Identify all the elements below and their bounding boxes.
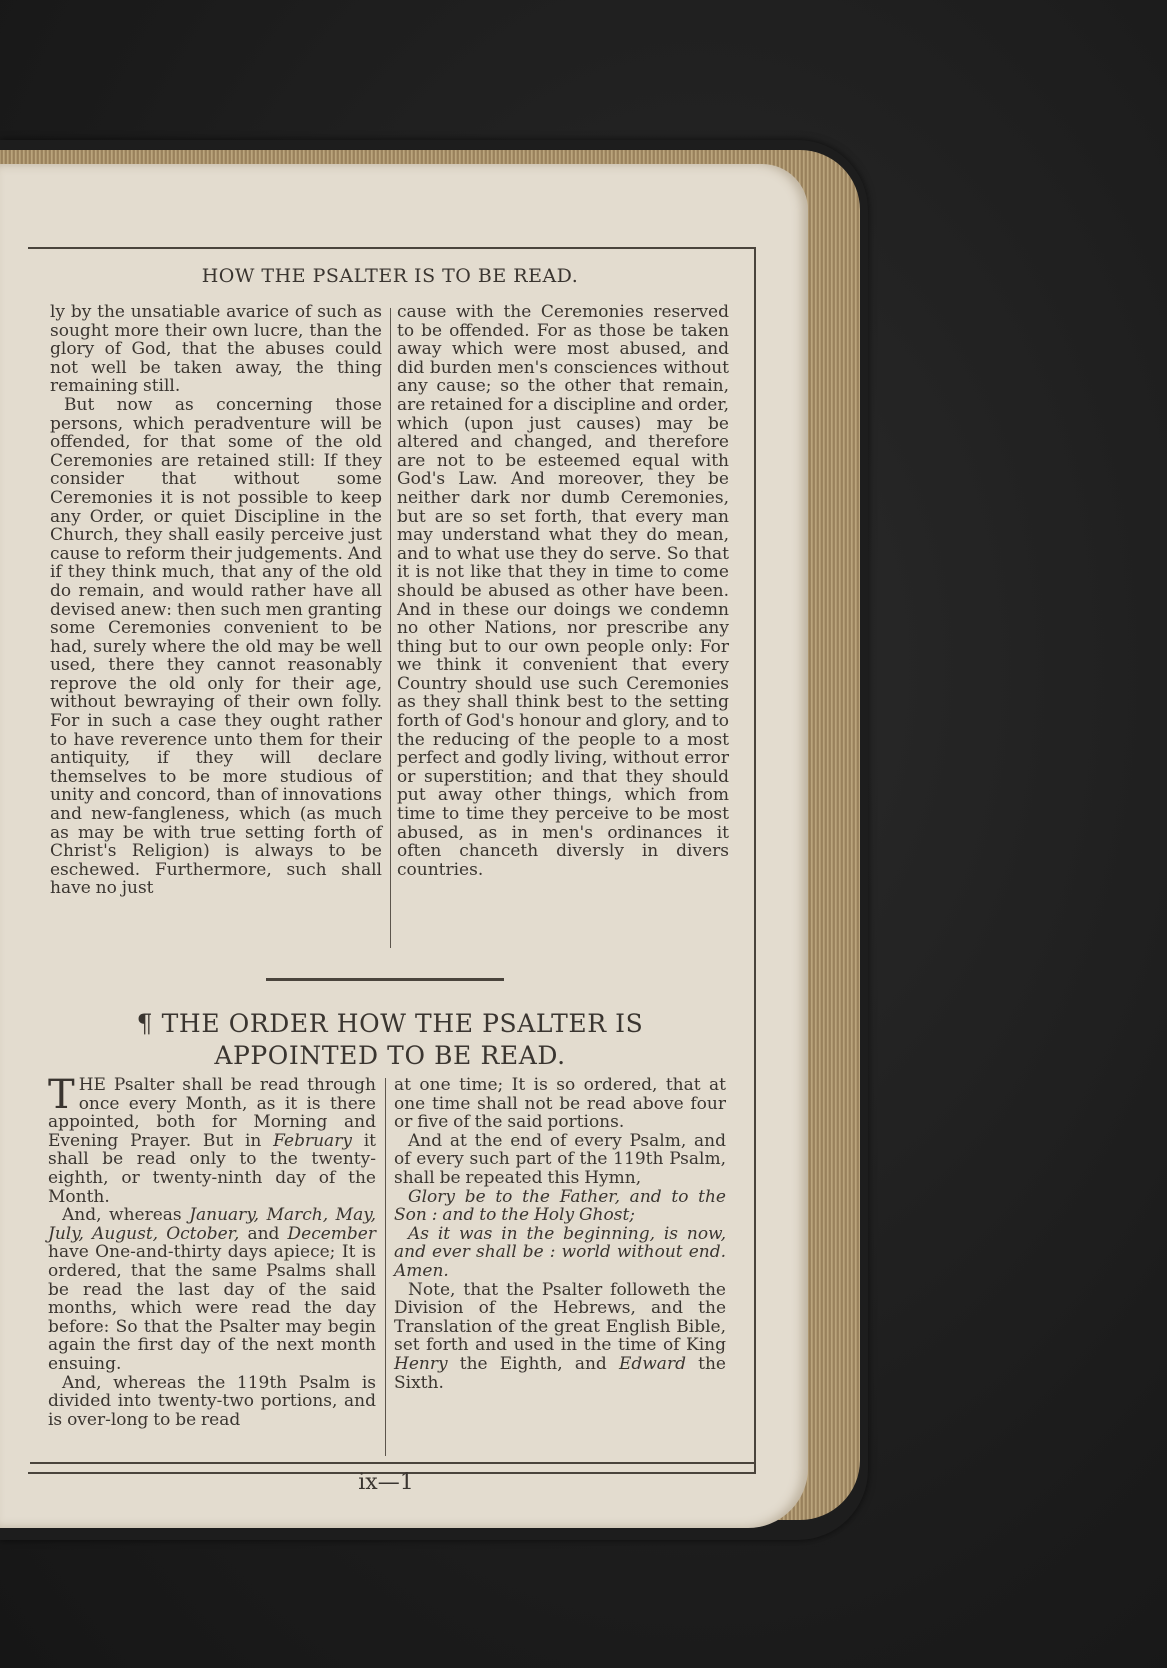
- section2-left-column: [48, 1072, 376, 1430]
- italic-run: Henry: [394, 1353, 448, 1374]
- text-run: and: [239, 1223, 288, 1244]
- paragraph: ly by the unsatiable avarice of such as sought more their own lucre, than the glory of God, that the abuses could not well be taken away, the thing remaining still.: [50, 302, 382, 397]
- italic-run: February: [273, 1130, 352, 1151]
- paragraph: [48, 1206, 376, 1373]
- gloria-line: [394, 1225, 726, 1281]
- paragraph: at one time; It is so ordered, that at one time shall not be read above four or five of the said portions.: [394, 1075, 726, 1133]
- drop-cap: T: [48, 1072, 75, 1118]
- section2-right-column: [394, 1076, 726, 1392]
- paragraph: And at the end of every Psalm, and of every such part of the 119th Psalm, shall be repeated this Hymn,: [394, 1130, 726, 1188]
- section-title: [40, 1008, 740, 1072]
- section1-left-column: [50, 303, 382, 898]
- text-run: it shall be read only to the twenty-eighth, or twenty-ninth day of the Month.: [48, 1130, 376, 1207]
- bottom-rule: [30, 1462, 754, 1464]
- column-divider: [390, 308, 391, 948]
- text-run: the Eighth, and: [447, 1353, 619, 1374]
- paragraph: cause with the Ceremonies reserved to be offended. For as those be taken away which were most abused, and did burden men's consciences without any cause; so the other that remain, are retained for a discipline and order, which (upon just causes) may be altered and changed, and therefore are not to be esteemed equal with God's Law. And moreover, they be neither dark nor dumb Ceremonies, but are so set forth, that every man may understand what they do mean, and to what use they do serve. So that it is not like that they in time to come should be abused as other have been. And in these our doings we condemn no other Nations, nor prescribe any thing but to our own people only: For we think it convenient that every Country should use such Ceremonies as they shall think best to the setting forth of God's honour and glory, and to the reducing of the people to a most perfect and godly living, without error or superstition; and that they should put away other things, which from time to time they perceive to be most abused, as in men's ordinances it often chanceth diversly in divers countries.: [397, 302, 729, 880]
- paragraph: And, whereas the 119th Psalm is divided into twenty-two portions, and is over-long to be read: [48, 1372, 376, 1430]
- section-separator: [266, 978, 504, 981]
- italic-run: As it was in the beginning, is now, and ever shall be : world without end. Amen.: [394, 1223, 726, 1281]
- column-divider: [385, 1078, 386, 1456]
- text-run: And, whereas: [62, 1205, 190, 1226]
- gloria-line: [394, 1188, 726, 1225]
- section-title-line1: ¶ THE ORDER HOW THE PSALTER IS: [136, 1009, 644, 1038]
- text-run: HE Psalter shall be read through once every Month, as it is there appointed, both for Morning and Evening Prayer. But in: [48, 1075, 376, 1151]
- running-title: HOW THE PSALTER IS TO BE READ.: [201, 265, 579, 287]
- section1-right-column: [397, 303, 729, 879]
- italic-run: Edward: [618, 1353, 686, 1374]
- italic-run: December: [287, 1223, 376, 1244]
- section-title-line2: APPOINTED TO BE READ.: [214, 1041, 566, 1070]
- italic-run: Glory be to the Father, and to the Son : and to the Holy Ghost;: [394, 1186, 726, 1226]
- text-run: have One-and-thirty days apiece; It is ordered, that the same Psalms shall be read the last day of the said months, which were read the day before: So that the Psalter may begin again the first day of the next month ensuing.: [48, 1242, 376, 1374]
- text-run: Note, that the Psalter followeth the Division of the Hebrews, and the Translation of the great English Bible, set forth and used in the time of King: [394, 1279, 726, 1356]
- text-run: the Sixth.: [394, 1353, 726, 1393]
- paragraph: But now as concerning those persons, which peradventure will be offended, for that some of the old Ceremonies are retained still: If they consider that without some Ceremonies it is not possible to keep any Order, or quiet Discipline in the Church, they shall easily perceive just cause to reform their judgements. And if they think much, that any of the old do remain, and would rather have all devised anew: then such men granting some Ceremonies convenient to be had, surely where the old may be well used, there they cannot reasonably reprove the old only for their age, without bewraying of their own folly. For in such a case they ought rather to have reverence unto them for their antiquity, if they will declare themselves to be more studious of unity and concord, than of innovations and new-fangleness, which (as much as may be with true setting forth of Christ's Religion) is always to be eschewed. Furthermore, such shall have no just: [50, 394, 382, 899]
- paragraph: [394, 1281, 726, 1393]
- page-folio: ix—1: [358, 1470, 414, 1495]
- paragraph: [48, 1072, 376, 1207]
- italic-run: January, March, May, July, August, October,: [48, 1205, 376, 1244]
